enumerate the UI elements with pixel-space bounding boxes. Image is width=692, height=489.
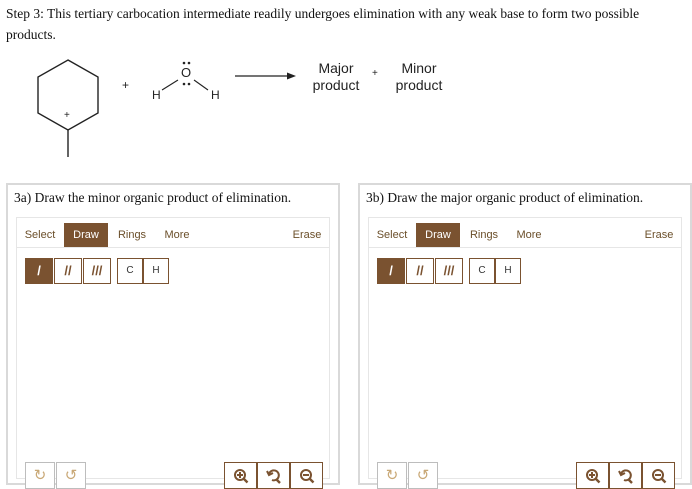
draw-tools <box>369 258 681 286</box>
editor-toolbar <box>17 218 329 248</box>
tab-erase[interactable]: Erase <box>644 229 674 241</box>
major-line2: product <box>312 77 360 93</box>
panel-major-product <box>358 183 692 485</box>
reset-zoom-icon <box>618 467 634 484</box>
zoom-out-button[interactable] <box>290 462 323 489</box>
draw-tools <box>17 258 329 286</box>
zoom-in-icon <box>585 467 601 484</box>
drawing-editor[interactable] <box>368 217 682 484</box>
redo-button[interactable] <box>408 462 438 489</box>
tab-select[interactable]: Select <box>24 229 56 241</box>
editor-toolbar <box>369 218 681 248</box>
minor-line2: product <box>395 77 443 93</box>
reset-zoom-button[interactable] <box>257 462 290 489</box>
carbocation-charge: + <box>64 110 70 121</box>
major-product-label <box>308 60 364 94</box>
atom-h-button[interactable]: H <box>495 258 521 284</box>
redo-button[interactable] <box>56 462 86 489</box>
major-line1: Major <box>318 60 354 76</box>
hydrogen-label-right: H <box>211 88 220 102</box>
oh-bond-left <box>162 80 178 90</box>
tab-more[interactable]: More <box>516 229 542 241</box>
tab-draw[interactable]: Draw <box>64 223 108 247</box>
panel-title: 3b) Draw the major organic product of elimination. <box>366 190 644 205</box>
zoom-out-icon <box>651 467 667 484</box>
reset-zoom-icon <box>266 467 282 484</box>
zoom-out-icon <box>299 467 315 484</box>
zoom-in-button[interactable] <box>224 462 257 489</box>
zoom-in-icon <box>233 467 249 484</box>
single-bond-button[interactable]: / <box>25 258 53 284</box>
drawing-editor[interactable] <box>16 217 330 484</box>
triple-bond-button[interactable]: /// <box>435 258 463 284</box>
reaction-scheme <box>0 50 692 160</box>
tab-draw[interactable]: Draw <box>416 223 460 247</box>
panel-minor-product <box>6 183 340 485</box>
redo-icon: ↺ <box>64 467 78 484</box>
lone-pair-dot <box>188 62 191 65</box>
lone-pair-dot <box>183 62 186 65</box>
oxygen-label: O <box>181 65 192 80</box>
atom-c-button[interactable]: C <box>117 258 143 284</box>
panel-title: 3a) Draw the minor organic product of elimination. <box>14 190 292 205</box>
double-bond-button[interactable]: // <box>54 258 82 284</box>
tab-rings[interactable]: Rings <box>469 229 499 241</box>
tab-rings[interactable]: Rings <box>117 229 147 241</box>
single-bond-button[interactable]: / <box>377 258 405 284</box>
triple-bond-button[interactable]: /// <box>83 258 111 284</box>
atom-c-button[interactable]: C <box>469 258 495 284</box>
oh-bond-right <box>194 80 208 90</box>
plus-sign: + <box>372 68 378 79</box>
tab-select[interactable]: Select <box>376 229 408 241</box>
double-bond-button[interactable]: // <box>406 258 434 284</box>
lone-pair-dot <box>188 83 191 86</box>
redo-icon: ↺ <box>416 467 430 484</box>
tab-more[interactable]: More <box>164 229 190 241</box>
step-instructions: Step 3: This tertiary carbocation intermediate readily undergoes elimination with any weak base to form two possible products. <box>6 6 640 42</box>
zoom-in-button[interactable] <box>576 462 609 489</box>
undo-icon: ↻ <box>385 467 399 484</box>
hydrogen-label-left: H <box>152 88 161 102</box>
plus-sign: + <box>122 78 130 92</box>
undo-icon: ↻ <box>33 467 47 484</box>
atom-h-button[interactable]: H <box>143 258 169 284</box>
reaction-arrow-head <box>287 73 296 80</box>
zoom-out-button[interactable] <box>642 462 675 489</box>
reset-zoom-button[interactable] <box>609 462 642 489</box>
undo-button[interactable] <box>25 462 55 489</box>
minor-line1: Minor <box>401 60 437 76</box>
tab-erase[interactable]: Erase <box>292 229 322 241</box>
minor-product-label <box>390 60 448 94</box>
undo-button[interactable] <box>377 462 407 489</box>
lone-pair-dot <box>183 83 186 86</box>
